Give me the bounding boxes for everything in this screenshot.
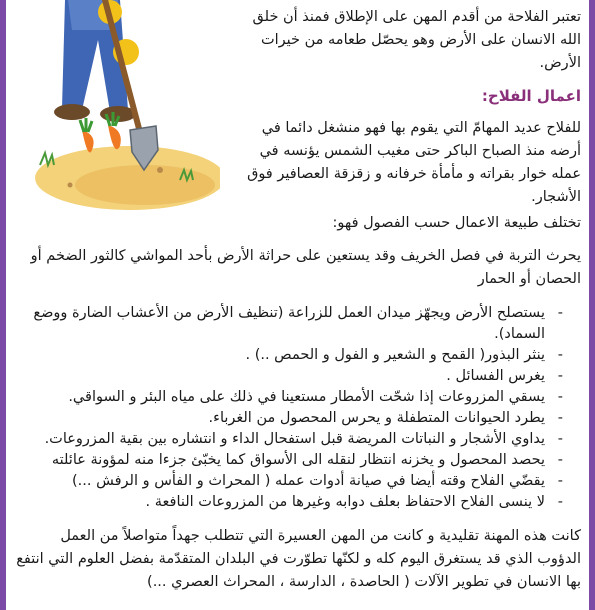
list-item: - يقضّي الفلاح وقته أيضا في صيانة أدوات عمله ( المحراث و الفأس و الرفش ...) xyxy=(16,471,567,492)
main-column xyxy=(16,212,581,594)
list-item: - يطرد الحيوانات المتطفلة و يحرس المحصول من الغرباء. xyxy=(16,408,567,429)
list-item: - يداوي الأشجار و النباتات المريضة قبل استفحال الداء و انتشاره بين بقية المزروعات. xyxy=(16,429,567,450)
conclusion-paragraph: كانت هذه المهنة تقليدية و كانت من المهن العسيرة التي تتطلب جهداً متواصلاً من العمل الدؤوب الذي قد يستغرق اليوم كله و لكنّها تطوّرت في البلدان المتقدّمة بفضل العلوم التي انتفع بها الانسان في تطوير الآلات ( الحاصدة ، الدارسة ، المحراث العصري ...) xyxy=(16,528,581,590)
page-border-right xyxy=(589,0,595,610)
seasons-paragraph: تختلف طبيعة الاعمال حسب الفصول فهو: xyxy=(332,215,581,231)
tasks-paragraph: للفلاح عديد المهامّ التي يقوم بها فهو منشغل دائما في أرضه منذ الصباح الباكر حتى مغيب الشمس يؤنسه في عمله خوار بقراته و مأمأة خرفانه و زقزقة العصافير فوق الأشجار. xyxy=(247,120,581,205)
intro-paragraph: تعتبر الفلاحة من أقدم المهن على الإطلاق فمنذ أن خلق الله الانسان على الأرض وهو يحصّل طعامه من خيرات الأرض. xyxy=(252,9,581,71)
task-list xyxy=(16,303,567,513)
list-item: - يغرس الفسائل . xyxy=(16,366,567,387)
list-item: - يستصلح الأرض ويجهّز ميدان العمل للزراعة (تنظيف الأرض من الأعشاب الضارة ووضع السماد). xyxy=(16,303,567,345)
intro-column xyxy=(229,6,581,209)
list-item: - لا ينسى الفلاح الاحتفاظ بعلف دوابه وغيرها من المزروعات النافعة . xyxy=(16,492,567,513)
list-item: - يحصد المحصول و يخزنه انتظار لنقله الى الأسواق كما يخبّئ جزءا منه لمؤونة عائلته xyxy=(16,450,567,471)
list-item: - ينثر البذور( القمح و الشعير و الفول و الحمص ..) . xyxy=(16,345,567,366)
section-heading: اعمال الفلاح: xyxy=(481,87,581,105)
page-border-left xyxy=(0,0,6,610)
farmer-illustration xyxy=(10,0,220,215)
list-item: - يسقي المزروعات إذا شحّت الأمطار مستعينا في ذلك على مياه البئر و السواقي. xyxy=(16,387,567,408)
plowing-paragraph: يحرث التربة في فصل الخريف وقد يستعين على حراثة الأرض بأحد المواشي كالثور الضخم أو الحصان أو الحمار xyxy=(30,248,581,287)
